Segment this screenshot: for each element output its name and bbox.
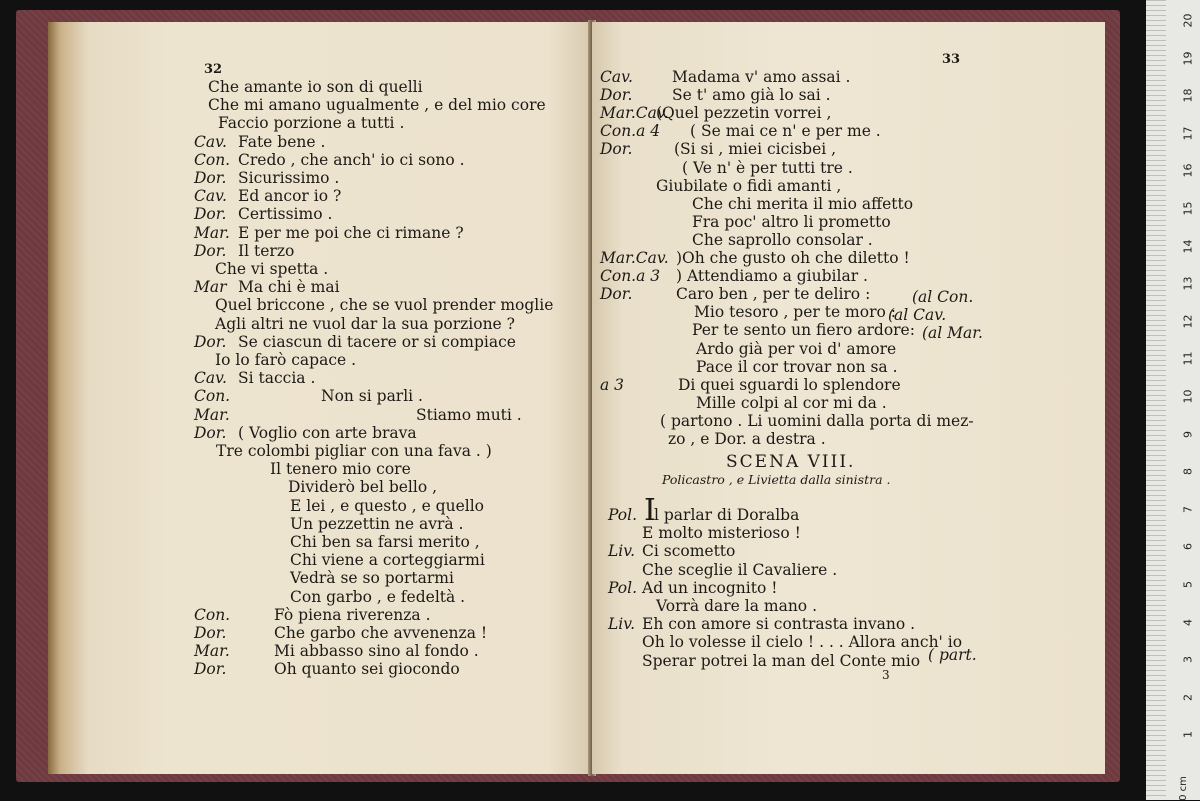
verse-line: Oh lo volesse il cielo ! . . . Allora anch' io — [642, 633, 963, 652]
right-page — [592, 22, 1105, 774]
character-name: Dor. — [194, 205, 227, 224]
verse-line: Che sceglie il Cavaliere . — [642, 560, 838, 579]
verse-line: Ed ancor io ? — [238, 187, 342, 206]
left-page — [48, 22, 591, 774]
verse-line: Credo , che anch' io ci sono . — [238, 150, 465, 169]
verse-line: Ad un incognito ! — [642, 578, 778, 597]
verse-line: l parlar di Doralba — [654, 506, 800, 524]
character-name: Con. — [194, 150, 231, 169]
verse-line: E per me poi che ci rimane ? — [238, 223, 464, 242]
verse-line: Per te sento un fiero ardore: — [692, 321, 915, 340]
character-name: Cav. — [194, 369, 227, 388]
verse-line: Chi viene a corteggiarmi — [290, 551, 485, 570]
signature-mark: 3 — [882, 668, 890, 682]
character-name: Liv. — [608, 615, 636, 634]
character-name: Pol. — [608, 578, 638, 597]
verse-line: Dividerò bel bello , — [288, 478, 438, 497]
verse-line: Quel briccone , che se vuol prender moglie — [215, 296, 554, 315]
character-name: Mar.Cav. — [600, 249, 669, 267]
verse-line: ( Voglio con arte brava — [238, 423, 417, 442]
verse-line: Non si parli . — [321, 387, 423, 406]
verse-line: E molto misterioso ! — [642, 524, 801, 543]
ruler-number: 12 — [1181, 314, 1195, 329]
verse-line: Certissimo . — [238, 205, 333, 224]
verse-line: ( Ve n' è per tutti tre . — [682, 158, 853, 177]
verse-line: Che amante io son di quelli — [208, 78, 423, 96]
ruler-number: 3 — [1181, 656, 1195, 664]
verse-line: Caro ben , per te deliro : — [676, 285, 871, 304]
character-name: Dor. — [600, 86, 633, 105]
character-name: Mar. — [194, 405, 230, 424]
verse-line: Vorrà dare la mano . — [656, 597, 817, 615]
verse-line: Stiamo muti . — [416, 405, 522, 424]
ruler-number: 5 — [1181, 581, 1195, 588]
character-name: Con. — [194, 387, 231, 406]
verse-line: Eh con amore si contrasta invano . — [642, 615, 916, 634]
ruler-number: 1 — [1181, 731, 1195, 739]
verse-line: Pace il cor trovar non sa . — [696, 357, 898, 376]
stage-aside: (al Con. — [912, 288, 974, 306]
ruler-number: 19 — [1181, 51, 1195, 66]
ruler-number: 8 — [1181, 468, 1195, 476]
character-name: Dor. — [194, 624, 227, 642]
character-name: Liv. — [608, 542, 636, 561]
verse-line: (Si si , miei cicisbei , — [674, 140, 837, 159]
verse-line: Mi abbasso sino al fondo . — [274, 642, 479, 661]
verse-line: Con garbo , e fedeltà . — [290, 587, 466, 606]
character-name: Dor. — [194, 423, 227, 442]
ruler-number: 20 — [1181, 13, 1195, 28]
verse-line: Di quei sguardi lo splendore — [678, 375, 901, 394]
stage-aside: (al Cav. — [888, 306, 947, 324]
ruler-number: 4 — [1181, 618, 1195, 626]
stage-aside: (al Mar. — [922, 324, 983, 342]
verse-line: ) Attendiamo a giubilar . — [676, 267, 868, 286]
character-name: Cav. — [194, 187, 227, 206]
ruler-scale — [1146, 0, 1166, 800]
verse-line: Mio tesoro , per te moro : — [694, 303, 896, 322]
ruler-number: 17 — [1181, 126, 1195, 141]
ruler-number: 16 — [1181, 163, 1195, 178]
verse-line: Vedrà se so portarmi — [290, 569, 454, 588]
ruler-number: 7 — [1181, 505, 1195, 513]
verse-line: )Oh che gusto oh che diletto ! — [676, 249, 910, 267]
character-name: Dor. — [194, 169, 227, 187]
ruler-number: 9 — [1181, 430, 1195, 438]
verse-line: Che vi spetta . — [215, 260, 329, 278]
ruler-number: 18 — [1181, 88, 1195, 103]
verse-line: Chi ben sa farsi merito , — [290, 533, 480, 551]
character-name: Mar — [194, 278, 227, 297]
character-name: Con. — [194, 605, 231, 624]
verse-line: Tre colombi pigliar con una fava . ) — [216, 442, 492, 460]
character-name: Dor. — [600, 140, 633, 159]
character-name: Dor. — [194, 332, 227, 351]
character-name: Mar. — [194, 642, 230, 661]
character-name: Dor. — [194, 241, 227, 260]
scene-subtitle: Policastro , e Livietta dalla sinistra . — [662, 472, 891, 487]
verse-line: Sperar potrei la man del Conte mio — [642, 651, 921, 670]
page-number: 32 — [204, 62, 223, 77]
drop-cap: I — [644, 493, 656, 528]
verse-line: E lei , e questo , e quello — [290, 496, 485, 515]
verse-line: Fra poc' altro li prometto — [692, 212, 891, 231]
ruler-number: 2 — [1181, 693, 1195, 701]
verse-line: Ardo già per voi d' amore — [696, 339, 897, 358]
character-name: Cav. — [600, 68, 633, 86]
measuring-ruler — [1146, 0, 1200, 800]
verse-line: Fò piena riverenza . — [274, 605, 431, 624]
ruler-number: 15 — [1181, 201, 1195, 216]
verse-line: Faccio porzione a tutti . — [218, 114, 405, 133]
ruler-number: 11 — [1181, 351, 1195, 366]
verse-line: Sicurissimo . — [238, 169, 340, 187]
verse-line: Oh quanto sei giocondo — [274, 660, 460, 679]
character-name: a 3 — [600, 375, 625, 394]
ruler-number: 13 — [1181, 276, 1195, 291]
verse-line: Un pezzettin ne avrà . — [290, 514, 464, 533]
verse-line: Che saprollo consolar . — [692, 230, 873, 249]
character-name: Mar.Cav. — [600, 104, 669, 123]
verse-line: Fate bene . — [238, 132, 326, 151]
ruler-number: 6 — [1181, 543, 1195, 551]
character-name: Dor. — [600, 285, 633, 304]
character-name: Mar. — [194, 223, 230, 242]
page-number: 33 — [942, 52, 961, 67]
verse-line: Mille colpi al cor mi da . — [696, 393, 887, 412]
verse-line: Giubilate o fidi amanti , — [656, 176, 842, 195]
verse-line: Madama v' amo assai . — [672, 68, 851, 86]
character-name: Pol. — [608, 506, 638, 524]
verse-line: Ma chi è mai — [238, 278, 340, 297]
verse-line: Se t' amo già lo sai . — [672, 86, 831, 105]
character-name: Con.a 4 — [600, 122, 661, 141]
scene-title: SCENA VIII. — [726, 452, 856, 472]
character-name: Con.a 3 — [600, 267, 661, 286]
verse-line: Ci scometto — [642, 542, 736, 561]
verse-line: ( Se mai ce n' e per me . — [690, 122, 881, 141]
character-name: Dor. — [194, 660, 227, 679]
verse-line: zo , e Dor. a destra . — [668, 430, 826, 448]
verse-line: Il tenero mio core — [270, 460, 411, 479]
verse-line: Che garbo che avvenenza ! — [274, 624, 488, 642]
verse-line: ( partono . Li uomini dalla porta di mez- — [660, 411, 974, 430]
verse-line: Agli altri ne vuol dar la sua porzione ? — [215, 314, 515, 333]
verse-line: Che chi merita il mio affetto — [692, 194, 914, 213]
stage-direction: ( part. — [928, 646, 977, 664]
verse-line: Se ciascun di tacere or si compiace — [238, 332, 516, 351]
verse-line: Che mi amano ugualmente , e del mio core — [208, 96, 546, 115]
ruler-number: 10 — [1181, 389, 1195, 404]
verse-line: Io lo farò capace . — [215, 351, 357, 369]
character-name: Cav. — [194, 132, 227, 151]
verse-line: (Quel pezzetin vorrei , — [656, 104, 832, 123]
verse-line: Si taccia . — [238, 369, 316, 388]
verse-line: Il terzo — [238, 241, 295, 260]
ruler-number: 14 — [1181, 239, 1195, 254]
ruler-unit: 0 cm — [1178, 776, 1190, 801]
